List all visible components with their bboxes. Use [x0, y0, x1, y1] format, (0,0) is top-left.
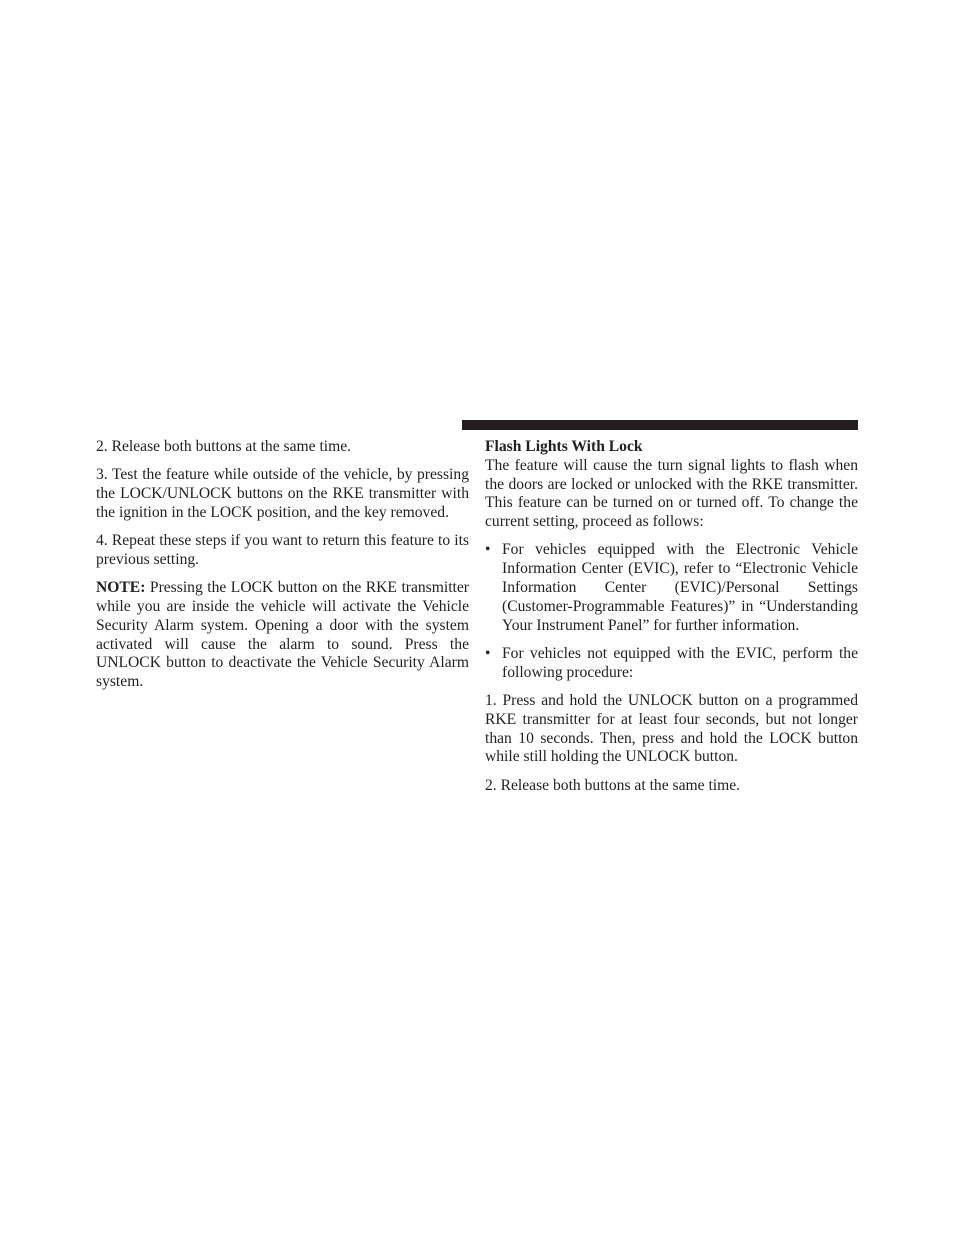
bullet-icon: • [485, 644, 491, 662]
step-4-paragraph: 4. Repeat these steps if you want to return this feature to its previous setting. [96, 532, 469, 568]
note-paragraph [96, 579, 469, 692]
bullet-list [485, 541, 858, 682]
step-1-paragraph: 1. Press and hold the UNLOCK button on a programmed RKE transmitter for at least four seconds, but not longer than 10 seconds. Then, press and hold the LOCK button while still holding the UNLOCK button. [485, 692, 858, 766]
left-column [96, 438, 469, 692]
step-2-paragraph: 2. Release both buttons at the same time. [485, 776, 741, 794]
bullet-item [485, 541, 858, 635]
note-label: NOTE: [96, 579, 146, 597]
intro-paragraph: The feature will cause the turn signal lights to flash when the doors are locked or unlocked with the RKE transmitter. This feature can be turned on or turned off. To change the current setting, proceed as follows: [485, 456, 858, 531]
right-column [485, 438, 858, 796]
section-header-bar [462, 420, 858, 430]
bullet-text: For vehicles not equipped with the EVIC, perform the following procedure: [502, 644, 858, 681]
bullet-icon: • [485, 541, 491, 559]
note-text: Pressing the LOCK button on the RKE transmitter while you are inside the vehicle will activate the Vehicle Security Alarm system. Opening a door with the system activated will cause the alarm to sound. Press the UNLOCK button to deactivate the Vehicle Security Alarm system. [96, 579, 469, 691]
section-heading: Flash Lights With Lock [485, 438, 643, 455]
bullet-text: For vehicles equipped with the Electronic Vehicle Information Center (EVIC), refer to “Electronic Vehicle Information Center (EVIC)/Personal Settings (Customer-Programmable Features)” in “Understanding Your Instrument Panel” for further information. [502, 541, 858, 634]
bullet-item [485, 645, 858, 683]
step-2-paragraph: 2. Release both buttons at the same time. [96, 438, 352, 455]
step-3-paragraph: 3. Test the feature while outside of the vehicle, by pressing the LOCK/UNLOCK buttons on the RKE transmitter with the ignition in the LOCK position, and the key removed. [96, 466, 469, 521]
